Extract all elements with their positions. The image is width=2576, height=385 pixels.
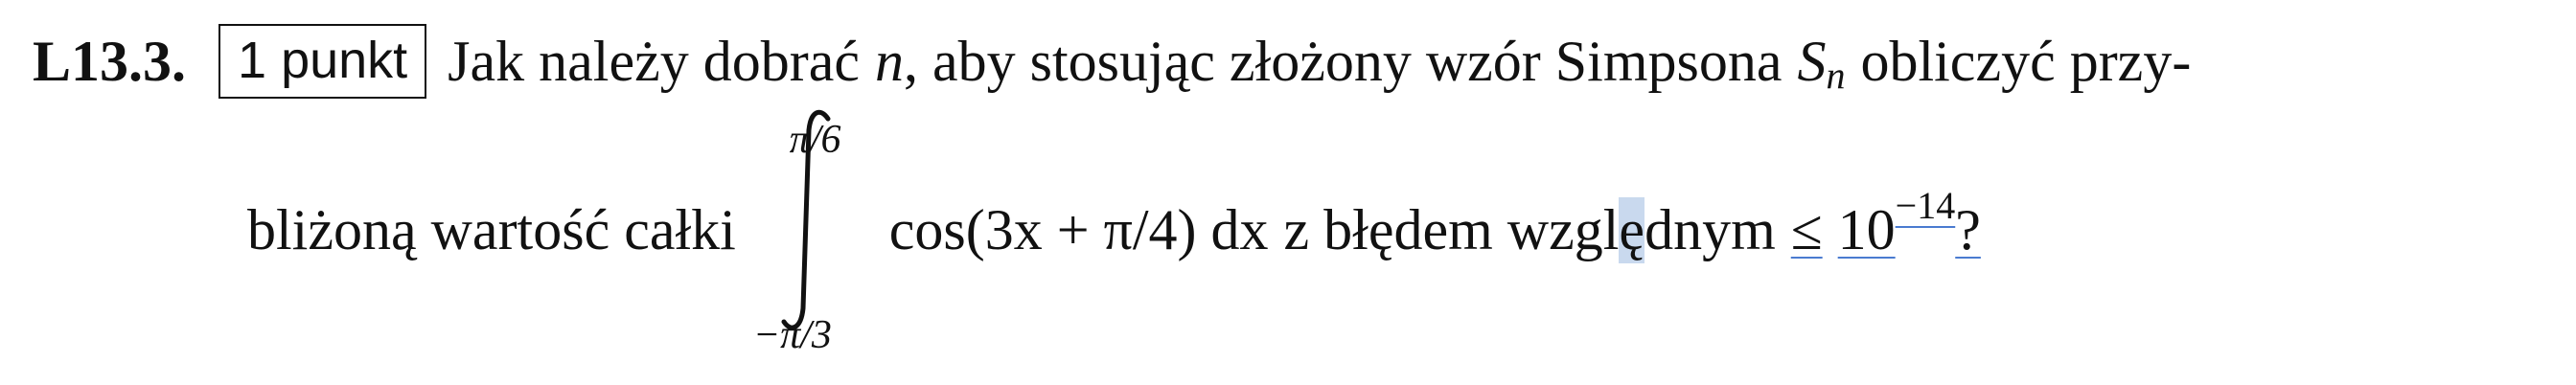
error-text-part-1: z błędem wzgl [1283, 197, 1620, 261]
integral [744, 118, 870, 357]
problem-text-part-4: bliżoną wartość całki [247, 197, 736, 261]
power-exponent: −14 [1895, 183, 1956, 227]
question-mark: ? [1955, 197, 1981, 261]
problem-text-part-3: obliczyć przy- [1860, 29, 2192, 93]
leq-symbol: ≤ [1790, 197, 1823, 261]
points-badge: 1 punkt [218, 24, 426, 99]
integral-sign-icon [778, 105, 836, 335]
problem-text-part-1: Jak należy dobrać [448, 29, 860, 93]
problem-line-2 [247, 118, 1981, 357]
problem-text-part-2: , aby stosując złożony wzór Simpsona [903, 29, 1782, 93]
power-base: 10 [1837, 197, 1896, 261]
problem-line-1 [33, 21, 2191, 102]
variable-n: n [874, 29, 904, 93]
integrand: cos(3x + π/4) dx [888, 197, 1269, 261]
integral-lower-limit: −π/3 [752, 313, 832, 357]
simpson-symbol: S [1797, 29, 1827, 93]
integral-upper-limit: π/6 [789, 118, 841, 162]
text-selection-highlight[interactable]: ę [1619, 197, 1645, 261]
problem-id: L13.3. [33, 29, 187, 93]
error-text-part-2: dnym [1644, 197, 1776, 261]
simpson-subscript: n [1826, 53, 1846, 97]
